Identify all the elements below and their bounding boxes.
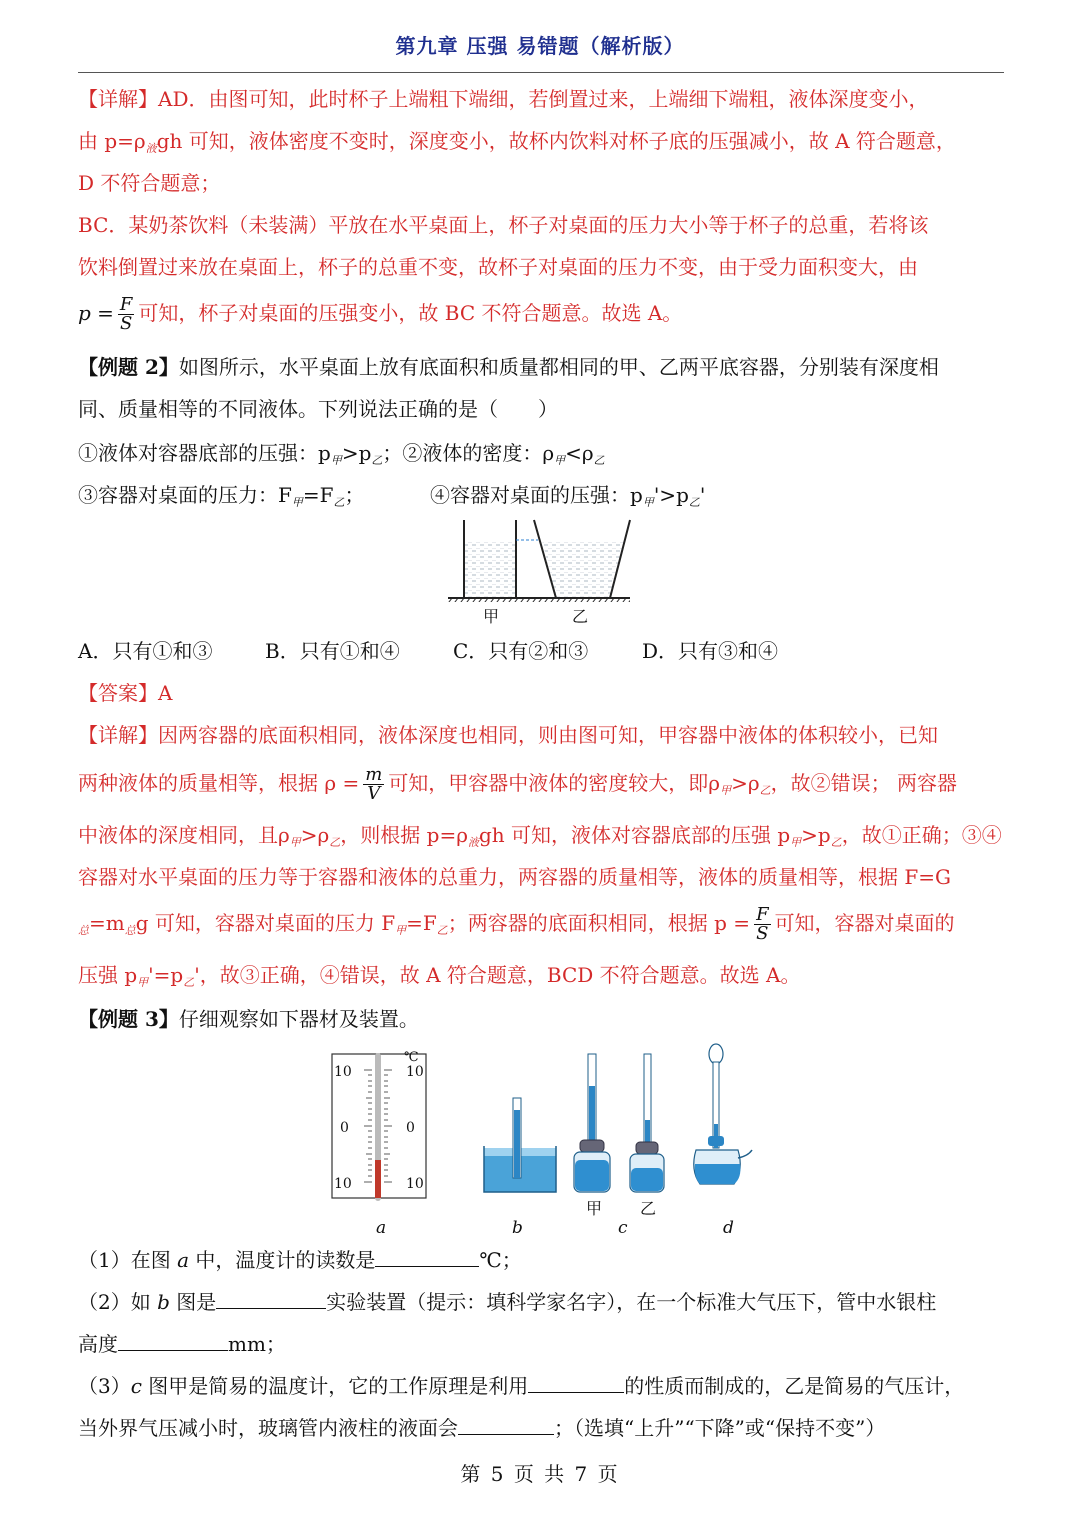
fig-label-yi: 乙 (572, 607, 589, 626)
thermo-label-top-left: 10 (334, 1064, 352, 1080)
p1-line2-b: gh 可知，液体密度不变时，深度变小，故杯内饮料对杯子底的压强减小，故 A 符合题意， (156, 129, 956, 153)
fraction-numerator: F (119, 294, 133, 315)
header-divider (78, 72, 1004, 73)
ex2-text1: 如图所示，水平桌面上放有底面积和质量都相同的甲、乙两平底容器，分别装有深度相 (178, 355, 939, 379)
d3-d: gh 可知，液体对容器底部的压强 p (478, 823, 791, 847)
ex3-q3-line2 (78, 1412, 1008, 1443)
q3-var: c (130, 1374, 142, 1398)
ex2-detail-2 (78, 766, 1008, 806)
p1-line6 (78, 296, 1008, 333)
q2-a: （2）如 (78, 1290, 158, 1314)
option-d[interactable]: D．只有③和④ (642, 639, 779, 663)
thermo-label-bottom-right: 10 (406, 1176, 424, 1192)
ex2-detail-6 (78, 960, 1008, 998)
option-a[interactable]: A．只有①和③ (78, 639, 213, 663)
d2-sub1: 甲 (720, 784, 732, 797)
page-footer: 第 5 页 共 7 页 (460, 1462, 620, 1486)
option-b[interactable]: B．只有①和④ (265, 639, 400, 663)
stmt2-a: ；②液体的密度：ρ (382, 441, 555, 465)
q1-var: a (177, 1248, 190, 1272)
ex3-q2-line2 (78, 1328, 1008, 1359)
q1-a: （1）在图 (78, 1248, 178, 1272)
fraction-denominator: S (120, 313, 133, 334)
fraction-s: S (756, 923, 769, 944)
d3-f: ，故①正确；③④ (841, 823, 1002, 847)
d5-sub1: 总 (78, 924, 89, 937)
stmt2-sub1: 甲 (554, 454, 566, 467)
q2-var: b (157, 1290, 170, 1314)
d3-sub5: 乙 (830, 836, 842, 849)
q1-c: ℃； (479, 1248, 522, 1272)
d5-sub2: 总 (124, 924, 136, 937)
ex2-detail-3 (78, 820, 1008, 858)
q3-a: （3） (78, 1374, 131, 1398)
fraction-v: V (367, 783, 381, 804)
ex2-detail-4: 容器对水平桌面的压力等于容器和液体的总重力，两容器的质量相等，液体的质量相等，根据 F=G (78, 865, 951, 889)
p1-line2-sub: 液 (145, 142, 157, 155)
q2-blank-1[interactable] (216, 1286, 326, 1309)
d5-c: =F (406, 911, 437, 935)
option-c[interactable]: C．只有②和③ (453, 639, 589, 663)
p1-line2 (78, 126, 1008, 164)
d2-b: 可知，甲容器中液体的密度较大，即ρ (388, 771, 721, 795)
p1-line2-a: 由 p=ρ (78, 129, 146, 153)
bottle-yi (630, 1054, 664, 1192)
fig-label-jia: 甲 (483, 607, 500, 626)
container-yi (534, 520, 630, 598)
q3-e: ；（选填“上升”“下降”或“保持不变”） (554, 1416, 886, 1440)
stmt1-sub2: 乙 (371, 454, 383, 467)
d3-c: ，则根据 p=ρ (340, 823, 468, 847)
d2-d: ，故②错误； 两容器 (770, 771, 957, 795)
d3-sub3: 液 (467, 836, 479, 849)
stmt2-mid: <ρ (565, 441, 594, 465)
stmt4-sub2: 乙 (688, 496, 700, 509)
ex2-detail-5 (78, 906, 1008, 946)
stmt3-a: ③容器对桌面的压力：F (78, 483, 292, 507)
ex2-label: 【例题 2】 (78, 355, 179, 379)
q3-c: 的性质而制成的，乙是简易的气压计， (624, 1374, 965, 1398)
stmt3-sub2: 乙 (333, 496, 345, 509)
d6-sub1: 甲 (137, 976, 149, 989)
thermo-label-zero-right: 0 (406, 1120, 415, 1136)
fraction-f: F (756, 904, 769, 925)
d5-e: 可知，容器对桌面的 (774, 911, 955, 935)
stmt4-mid: '>p (653, 483, 689, 507)
ex3-line1 (78, 1004, 1008, 1034)
thermo-label-zero-left: 0 (340, 1120, 349, 1136)
torricelli-figure (480, 1092, 560, 1196)
ex2-answer: 【答案】A (78, 681, 173, 705)
thermo-label-top-right: 10 (406, 1064, 424, 1080)
d3-sub4: 甲 (790, 836, 802, 849)
p1-line1: 【详解】AD．由图可知，此时杯子上端粗下端细，若倒置过来，上端细下端粗，液体深度变小， (78, 87, 929, 111)
d3-b: >ρ (300, 823, 330, 847)
container-jia (464, 520, 516, 598)
d6-c: '，故③正确，④错误，故 A 符合题意，BCD 不符合题意。故选 A。 (194, 963, 801, 987)
fig-label-b: b (512, 1218, 523, 1238)
stmt1-a: ①液体对容器底部的压强：p (78, 441, 331, 465)
stmt2-sub2: 乙 (593, 454, 605, 467)
fig-label-d: d (723, 1218, 734, 1238)
d6-b: '=p (148, 963, 184, 987)
d3-e: >p (801, 823, 831, 847)
fraction-f-over-s-2 (754, 906, 771, 943)
stmt3-mid: =F (302, 483, 334, 507)
p1-line4: BC．某奶茶饮料（未装满）平放在水平桌面上，杯子对桌面的压力大小等于杯子的总重，若将该 (78, 213, 929, 237)
fraction-m: m (365, 764, 383, 785)
ex3-text1: 仔细观察如下器材及装置。 (178, 1007, 419, 1031)
ex2-statement-1-2 (78, 438, 1008, 476)
containers-figure (440, 518, 640, 626)
p1-line5: 饮料倒置过来放在桌面上，杯子的总重不变，故杯子对桌面的压力不变，由于受力面积变大，由 (78, 255, 918, 279)
fig-label-a: a (376, 1218, 387, 1238)
ex2-statement-4 (430, 480, 830, 518)
ex3-q3-line1 (78, 1370, 1008, 1401)
d5-sub3: 甲 (395, 924, 407, 937)
d5-sub4: 乙 (436, 924, 448, 937)
ex2-line1 (78, 352, 1008, 382)
p1-line3: D 不符合题意； (78, 171, 221, 195)
bottles-figure (568, 1050, 684, 1200)
q3-b: 图甲是简易的温度计，它的工作原理是利用 (141, 1374, 529, 1398)
ex2-detail-1: 【详解】因两容器的底面积相同，液体深度也相同，则由图可知，甲容器中液体的体积较小，已知 (78, 723, 938, 747)
fraction-m-over-v (363, 766, 384, 803)
bottle-jia (574, 1054, 610, 1192)
d2-sub2: 乙 (759, 784, 771, 797)
page-header-title: 第九章 压强 易错题（解析版） (395, 34, 685, 58)
q2-b: 图是 (169, 1290, 217, 1314)
thermo-label-bottom-left: 10 (334, 1176, 352, 1192)
stmt1-sub1: 甲 (330, 454, 342, 467)
q1-blank[interactable] (375, 1244, 479, 1267)
fig-c-label-yi: 乙 (640, 1199, 657, 1218)
fraction-f-over-s (118, 296, 135, 333)
q1-b: 中，温度计的读数是 (189, 1248, 376, 1272)
d5-a: =m (89, 911, 125, 935)
thermo-unit: ℃ (404, 1050, 419, 1065)
formula-p: p = (78, 301, 114, 325)
q2-c: 实验装置（提示：填科学家名字），在一个标准大气压下，管中水银柱 (326, 1290, 937, 1314)
fig-label-c: c (618, 1218, 628, 1238)
d6-a: 压强 p (78, 963, 138, 987)
d2-c: >ρ (731, 771, 760, 795)
stmt4-a: ④容器对桌面的压强：p (430, 483, 643, 507)
stmt4-end: ' (699, 483, 706, 507)
p1-line6-text: 可知，杯子对桌面的压强变小，故 BC 不符合题意。故选 A。 (138, 301, 683, 325)
q3-blank-2[interactable] (458, 1412, 554, 1435)
d3-a: 中液体的深度相同，且ρ (78, 823, 290, 847)
ex3-q2-line1 (78, 1286, 1008, 1317)
q2-blank-2[interactable] (118, 1328, 228, 1351)
q2-e: mm； (228, 1332, 286, 1356)
stmt1-mid: >p (341, 441, 372, 465)
d2-a: 两种液体的质量相等，根据 ρ = (78, 771, 360, 795)
ex3-q1 (78, 1244, 1008, 1275)
ex3-label: 【例题 3】 (78, 1007, 179, 1031)
flask-figure (686, 1040, 756, 1190)
stmt3-sub1: 甲 (291, 496, 303, 509)
q3-blank-1[interactable] (528, 1370, 624, 1393)
d5-d: ；两容器的底面积相同，根据 p = (447, 911, 751, 935)
d5-b: g 可知，容器对桌面的压力 F (135, 911, 396, 935)
q3-d: 当外界气压减小时，玻璃管内液柱的液面会 (78, 1416, 458, 1440)
d3-sub2: 乙 (329, 836, 341, 849)
d6-sub2: 乙 (183, 976, 195, 989)
d3-sub1: 甲 (289, 836, 301, 849)
q2-d: 高度 (78, 1332, 118, 1356)
stmt4-sub1: 甲 (642, 496, 654, 509)
stmt3-end: ； (344, 483, 365, 507)
fig-c-label-jia: 甲 (586, 1199, 603, 1218)
ex2-line2: 同、质量相等的不同液体。下列说法正确的是（ ） (78, 397, 558, 421)
